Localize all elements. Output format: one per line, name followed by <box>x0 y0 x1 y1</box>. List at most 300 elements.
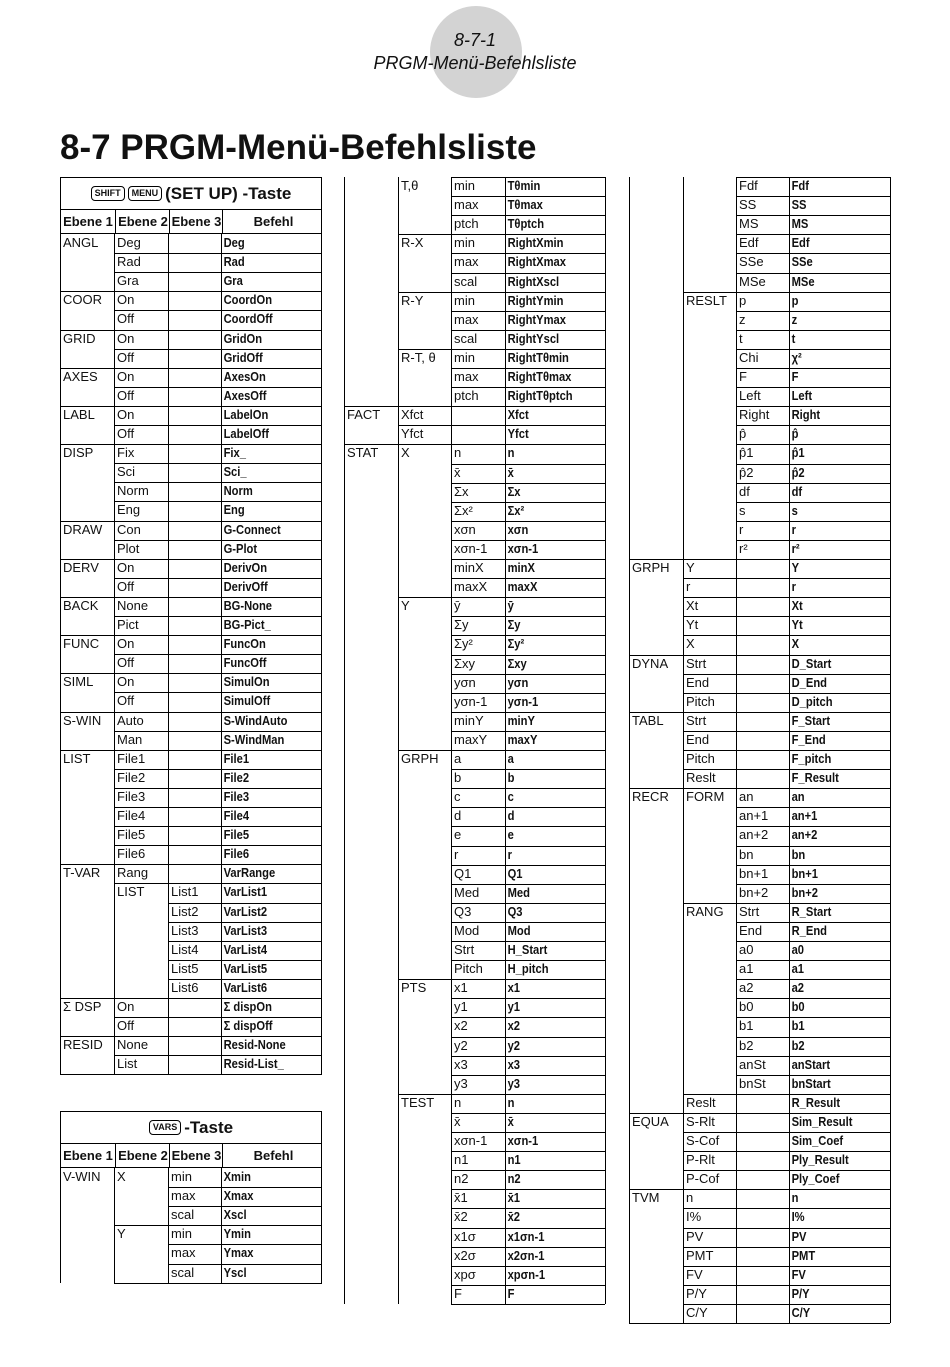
table-row-line <box>451 1266 605 1267</box>
table-row-line <box>451 712 605 713</box>
level-3-cell: b2 <box>739 1037 754 1053</box>
group-separator-line <box>398 234 605 235</box>
table-row-line <box>736 1037 890 1038</box>
section-number: 8-7-1 <box>453 30 497 50</box>
command-cell: RightXscl <box>507 273 560 289</box>
level-2-cell: Off <box>117 387 135 403</box>
command-cell: n <box>507 1094 515 1110</box>
level-3-cell: yσn-1 <box>454 693 488 709</box>
command-cell: RightTθptch <box>507 388 573 404</box>
level-1-cell: EQUA <box>632 1113 669 1129</box>
group-separator-line <box>114 425 322 426</box>
command-cell: d <box>507 808 515 824</box>
level-1-cell: COOR <box>63 292 102 308</box>
level-3-cell: n <box>454 445 462 461</box>
table-row-line <box>168 1187 322 1188</box>
command-cell: File3 <box>223 788 250 804</box>
level-1-cell: SIML <box>63 674 94 690</box>
level-3-cell: yσn <box>454 674 476 690</box>
command-cell: y3 <box>507 1075 521 1091</box>
table-row-line <box>736 1017 890 1018</box>
group-separator-line <box>683 1094 890 1095</box>
key-vars-icon: VARS <box>149 1120 181 1135</box>
group-separator-line <box>683 1285 890 1286</box>
level-2-cell: Reslt <box>686 770 716 786</box>
level-2-cell: FV <box>686 1266 703 1282</box>
level-2-cell: P/Y <box>686 1285 707 1301</box>
table-row-line <box>451 578 605 579</box>
command-cell: Eng <box>223 502 245 518</box>
level-3-cell: ptch <box>454 216 479 232</box>
table-row-line <box>736 846 890 847</box>
level-2-cell: Off <box>117 578 135 594</box>
column-header: Ebene 1 <box>63 214 113 229</box>
level-1-cell: V-WIN <box>63 1169 101 1184</box>
table-row-line <box>736 807 890 808</box>
level-3-cell: Mod <box>454 922 480 938</box>
level-2-cell: Yfct <box>401 426 424 442</box>
column-header: Ebene 3 <box>169 210 223 233</box>
group-separator-line <box>60 998 322 999</box>
table-row-line <box>736 215 890 216</box>
table-row-line <box>114 1225 322 1226</box>
table-row-line <box>451 826 605 827</box>
level-3-cell: a1 <box>739 961 754 977</box>
command-cell: AxesOn <box>223 368 266 384</box>
level-1-cell: FUNC <box>63 636 100 652</box>
command-cell: y2 <box>507 1037 521 1053</box>
table-row-line <box>451 922 605 923</box>
table-row-line <box>736 330 890 331</box>
command-cell: Tθptch <box>507 216 545 232</box>
table-row-line <box>451 655 605 656</box>
group-separator-line <box>683 292 890 293</box>
level-1-cell: ANGL <box>63 235 99 250</box>
level-2-cell: On <box>117 999 135 1014</box>
level-3-cell: Med <box>454 884 480 900</box>
command-cell: c <box>507 789 514 805</box>
level-2-cell: Xfct <box>401 407 424 423</box>
level-2-cell: Strt <box>686 712 707 728</box>
command-cell: Gra <box>223 273 243 289</box>
level-3-cell: Chi <box>739 349 759 365</box>
level-2-cell: Pitch <box>686 693 715 709</box>
command-cell: RightTθmax <box>507 369 572 384</box>
level-3-cell: ȳ <box>454 598 461 614</box>
command-cell: Ymin <box>223 1226 251 1242</box>
group-separator-line <box>683 769 890 770</box>
command-cell: Med <box>507 884 530 900</box>
table-row-line <box>736 464 890 465</box>
group-separator-line <box>114 654 322 655</box>
level-2-cell: X <box>117 1169 126 1184</box>
table-row-line <box>451 1017 605 1018</box>
command-cell: F_End <box>791 731 826 747</box>
level-3-cell: xσn-1 <box>454 1133 488 1148</box>
command-cell: Xscl <box>223 1207 247 1223</box>
group-separator-line <box>629 1113 890 1114</box>
table-row-line <box>451 1304 605 1305</box>
level-3-cell: scal <box>171 1207 195 1223</box>
group-separator-line <box>114 272 322 273</box>
level-3-cell: n <box>454 1094 462 1110</box>
level-3-cell: MS <box>739 216 759 232</box>
command-cell: PMT <box>791 1247 816 1263</box>
level-1-cell: RESID <box>63 1037 103 1053</box>
command-cell: RightXmin <box>507 235 564 251</box>
command-cell: Norm <box>223 483 253 499</box>
level-1-cell: LIST <box>63 750 91 766</box>
table-row-line <box>114 1283 322 1284</box>
level-3-cell: p̂ <box>739 426 747 442</box>
level-2-cell: Yt <box>686 617 699 633</box>
group-separator-line <box>114 845 322 846</box>
group-separator-line <box>344 444 605 445</box>
level-1-cell: DRAW <box>63 521 103 537</box>
group-separator-line <box>683 693 890 694</box>
command-cell: x2σn-1 <box>507 1247 545 1263</box>
command-cell: bn <box>791 846 806 862</box>
command-cell: File4 <box>223 808 250 823</box>
table-row-line <box>168 979 322 980</box>
level-3-cell: anSt <box>739 1056 766 1072</box>
level-2-cell: Off <box>117 311 135 327</box>
level-2-cell: Strt <box>686 655 707 671</box>
command-cell: r <box>507 846 512 862</box>
level-3-cell: Pitch <box>454 961 483 977</box>
level-2-cell: Sci <box>117 464 136 480</box>
group-separator-line <box>683 674 890 675</box>
level-2-cell: R-Y <box>401 292 424 308</box>
command-cell: Yt <box>791 617 803 633</box>
command-cell: xσn-1 <box>507 1133 539 1148</box>
table-row-line <box>451 941 605 942</box>
level-2-cell: R-X <box>401 235 424 251</box>
command-cell: Xfct <box>507 407 529 423</box>
group-separator-line <box>114 540 322 541</box>
table-row-line <box>451 559 605 560</box>
level-2-cell: Gra <box>117 273 139 289</box>
group-separator-line <box>398 597 605 598</box>
key-shift-icon: SHIFT <box>91 186 125 201</box>
command-cell: x̄ <box>507 1113 514 1129</box>
level-3-cell: an+1 <box>739 808 769 824</box>
group-separator-line <box>683 1304 890 1305</box>
level-3-cell: bn+2 <box>739 884 769 900</box>
command-cell: File1 <box>223 750 250 766</box>
level-2-cell: Deg <box>117 235 141 250</box>
group-separator-line <box>398 750 605 751</box>
command-cell: CoordOn <box>223 292 273 308</box>
command-cell: C/Y <box>791 1304 811 1320</box>
level-3-cell: min <box>454 349 475 365</box>
level-3-cell: p̂2 <box>739 464 754 480</box>
table-row-line <box>451 502 605 503</box>
table-row-line <box>736 368 890 369</box>
table-row-line <box>451 1285 605 1286</box>
level-3-cell: xpσ <box>454 1266 476 1282</box>
table-row-line <box>60 1074 322 1075</box>
level-2-cell: Off <box>117 1018 135 1034</box>
group-separator-line <box>114 1017 322 1018</box>
level-1-cell: AXES <box>63 368 98 384</box>
table-caption <box>60 177 322 210</box>
group-separator-line <box>114 349 322 350</box>
command-cell: D_Start <box>791 655 832 671</box>
command-cell: Edf <box>791 235 810 251</box>
table-caption <box>60 1111 322 1144</box>
level-2-cell: PTS <box>401 980 427 996</box>
table-row-line <box>451 368 605 369</box>
command-cell: BG-None <box>223 597 273 613</box>
table-row-line <box>736 387 890 388</box>
command-cell: Tθmax <box>507 197 543 213</box>
level-3-cell: x1σ <box>454 1228 476 1244</box>
command-cell: Ymax <box>223 1245 254 1261</box>
level-3-cell: max <box>454 254 479 270</box>
table-row-line <box>736 234 890 235</box>
table-row-line <box>451 311 605 312</box>
command-cell: F_pitch <box>791 751 832 766</box>
level-3-cell: a2 <box>739 980 754 996</box>
table-column-line <box>605 177 606 1304</box>
command-cell: RightYmin <box>507 292 564 308</box>
group-separator-line <box>114 807 322 808</box>
level-3-cell: Right <box>739 407 770 423</box>
command-cell: r <box>791 521 796 537</box>
level-3-cell: y3 <box>454 1075 468 1091</box>
level-3-cell: x2σ <box>454 1247 476 1263</box>
level-2-cell: Eng <box>117 502 141 518</box>
level-3-cell: x̄2 <box>454 1209 468 1225</box>
command-cell: SSe <box>791 254 813 270</box>
level-2-cell: Y <box>686 560 695 575</box>
command-cell: Resid-List_ <box>223 1056 284 1072</box>
table-row-line <box>736 483 890 484</box>
group-separator-line <box>114 788 322 789</box>
level-3-cell: Q3 <box>454 903 472 919</box>
table-row-line <box>168 941 322 942</box>
level-2-cell: PMT <box>686 1247 714 1263</box>
command-cell: DerivOn <box>223 559 268 575</box>
level-2-cell: On <box>117 559 135 575</box>
page-title: 8-7 PRGM-Menü-Befehlsliste <box>60 128 537 167</box>
level-3-cell: max <box>171 1188 196 1204</box>
level-3-cell: maxX <box>454 579 488 595</box>
group-separator-line <box>683 597 890 598</box>
table-row-line <box>451 330 605 331</box>
command-cell: yσn <box>507 674 529 690</box>
level-2-cell: None <box>117 1037 149 1053</box>
level-2-cell: Pict <box>117 617 139 632</box>
group-separator-line <box>114 826 322 827</box>
level-3-cell: b <box>454 770 462 786</box>
level-3-cell: Strt <box>454 942 475 957</box>
group-separator-line <box>114 578 322 579</box>
command-cell: VarList6 <box>223 979 268 995</box>
table-row-line <box>168 1244 322 1245</box>
command-cell: p̂2 <box>791 464 805 480</box>
level-3-cell: b0 <box>739 999 754 1015</box>
level-3-cell: ptch <box>454 388 479 404</box>
command-cell: Rad <box>223 254 245 270</box>
command-cell: x1 <box>507 980 521 996</box>
command-cell: Y <box>791 560 800 575</box>
level-3-cell: x3 <box>454 1056 468 1072</box>
level-3-cell: d <box>454 808 462 824</box>
group-separator-line <box>60 1036 322 1037</box>
column-header: Befehl <box>222 210 324 233</box>
group-separator-line <box>629 559 890 560</box>
table-row-line <box>451 865 605 866</box>
group-separator-line <box>60 712 322 713</box>
level-2-cell: On <box>117 368 135 384</box>
group-separator-line <box>683 903 890 904</box>
group-separator-line <box>114 769 322 770</box>
command-cell: y1 <box>507 999 521 1015</box>
level-1-cell: GRPH <box>632 560 670 575</box>
level-3-cell: End <box>739 922 763 938</box>
group-separator-line <box>114 1055 322 1056</box>
level-1-cell: TABL <box>632 712 664 728</box>
command-cell: File6 <box>223 846 250 862</box>
group-separator-line <box>683 1170 890 1171</box>
command-cell: GridOff <box>223 349 263 365</box>
command-cell: x3 <box>507 1056 521 1072</box>
table-row-line <box>451 1247 605 1248</box>
level-3-cell: x1 <box>454 980 468 996</box>
level-3-cell: F <box>739 369 747 384</box>
group-separator-line <box>398 425 605 426</box>
table-row-line <box>451 1113 605 1114</box>
level-1-cell: DYNA <box>632 655 669 671</box>
command-cell: F <box>507 1285 515 1301</box>
command-cell: FV <box>791 1266 806 1282</box>
level-3-cell: minX <box>454 560 484 575</box>
command-cell: a0 <box>791 942 805 957</box>
table-header-row <box>60 1144 322 1168</box>
command-cell: Yfct <box>507 426 529 442</box>
command-cell: an+2 <box>791 827 818 843</box>
command-cell: Σx <box>507 483 521 499</box>
level-3-cell: an+2 <box>739 827 769 843</box>
level-2-cell: Xt <box>686 598 699 614</box>
command-cell: S-WindAuto <box>223 712 288 728</box>
command-cell: Resid-None <box>223 1037 286 1053</box>
table-column-line <box>451 177 452 1304</box>
level-2-cell: n <box>686 1190 694 1206</box>
group-separator-line <box>114 463 322 464</box>
key-menu-icon: MENU <box>128 186 163 201</box>
group-separator-line <box>114 501 322 502</box>
command-cell: bn+2 <box>791 884 818 900</box>
table-row-line <box>451 521 605 522</box>
level-3-cell: Q1 <box>454 865 472 881</box>
table-border <box>60 177 61 1074</box>
command-cell: S-WindMan <box>223 731 285 747</box>
command-cell: r <box>791 579 796 595</box>
table-column-line <box>629 177 630 1323</box>
table-row-line <box>451 540 605 541</box>
section-header-title: PRGM-Menü-Befehlsliste <box>373 53 577 73</box>
command-cell: maxX <box>507 579 538 595</box>
command-cell: Left <box>791 388 813 404</box>
command-cell: Deg <box>223 235 245 250</box>
command-cell: xσn <box>507 521 529 537</box>
level-2-cell: R-T, θ <box>401 349 436 365</box>
table-row-line <box>168 960 322 961</box>
level-2-cell: Man <box>117 731 143 747</box>
level-3-cell: Σx² <box>454 502 473 518</box>
level-2-cell: On <box>117 292 135 308</box>
table-row-line <box>451 693 605 694</box>
table-row-line <box>451 1132 605 1133</box>
command-cell: CoordOff <box>223 311 273 327</box>
command-cell: R_End <box>791 922 827 938</box>
command-cell: n <box>791 1190 799 1206</box>
level-3-cell: Σx <box>454 483 469 499</box>
command-cell: an+1 <box>791 808 818 824</box>
group-separator-line <box>60 368 322 369</box>
column-header: Ebene 2 <box>115 210 170 233</box>
level-3-cell: a0 <box>739 942 754 957</box>
level-2-cell: S-Cof <box>686 1133 720 1148</box>
command-cell: MS <box>791 216 809 232</box>
command-cell: a1 <box>791 961 805 977</box>
command-cell: RightYmax <box>507 311 566 327</box>
level-2-cell: On <box>117 330 135 346</box>
table-row-line <box>168 922 322 923</box>
section-number-badge <box>430 6 522 98</box>
group-separator-line <box>398 292 605 293</box>
level-3-cell: Σy <box>454 617 469 633</box>
group-separator-line <box>683 1247 890 1248</box>
table-row-line <box>451 635 605 636</box>
command-cell: x̄1 <box>507 1190 521 1206</box>
command-cell: df <box>791 483 803 499</box>
command-cell: Ply_Result <box>791 1152 849 1168</box>
command-cell: Q3 <box>507 903 523 919</box>
level-3-cell: a <box>454 751 462 766</box>
command-cell: x2 <box>507 1018 521 1034</box>
command-cell: F_Result <box>791 770 839 786</box>
level-3-cell: p̂1 <box>739 445 754 461</box>
command-cell: SimulOff <box>223 693 271 709</box>
table-row-line <box>451 731 605 732</box>
group-separator-line <box>683 750 890 751</box>
group-separator-line <box>60 673 322 674</box>
level-2-cell: S-Rlt <box>686 1113 715 1129</box>
command-cell: yσn-1 <box>507 693 539 709</box>
command-cell: ȳ <box>507 598 514 614</box>
table-row-line <box>451 807 605 808</box>
level-3-cell: F <box>454 1285 462 1301</box>
table-column-line <box>890 177 891 1323</box>
level-1-cell: RECR <box>632 789 669 805</box>
group-separator-line <box>114 731 322 732</box>
level-2-cell: Con <box>117 521 141 537</box>
table-row-line <box>451 273 605 274</box>
level-3-cell: min <box>171 1169 192 1184</box>
level-2-cell: Off <box>117 426 135 441</box>
level-3-cell: bnSt <box>739 1075 766 1091</box>
table-row-line <box>736 502 890 503</box>
level-3-cell: max <box>454 311 479 327</box>
command-cell: D_End <box>791 674 827 690</box>
level-2-cell: Auto <box>117 712 144 728</box>
group-separator-line <box>114 692 322 693</box>
level-3-cell: xσn <box>454 521 476 537</box>
